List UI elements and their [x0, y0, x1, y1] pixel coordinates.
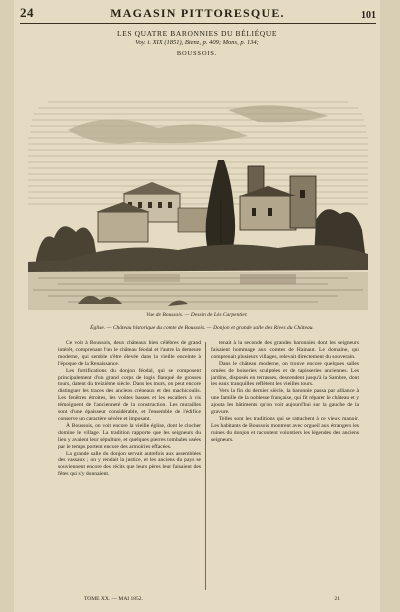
article-title: LES QUATRE BARONNIES DU BÉLIÉQUE	[116, 29, 278, 38]
engraving-legend: Église. — Château historique du comte de Boussois. — Donjon et grande salle des Rives du Château.	[90, 325, 314, 331]
text-column-left	[58, 340, 201, 592]
paragraph: Vers la fin du dernier siècle, la baronnie passa par alliance à une famille de la noblesse française, qui fit réparer le château et y ajouta les bâtiments qu'on voit aujourd'hui sur la gauche de la gravure.	[211, 388, 359, 416]
footer-volume: TOME XX. — MAI 1852.	[84, 596, 143, 602]
article-subtitle: BOUSSOIS.	[176, 50, 218, 57]
article-reference: Voy. t. XIX (1851), Bienz, p. 409; Mons, p. 134;	[135, 39, 259, 46]
paragraph: tenait à la seconde des grandes baronnies dont les seigneurs faisaient hommage aux comtes de Hainaut. Le domaine, qui comprenait plusieurs villages, relevait directement du souverain.	[211, 340, 359, 360]
paragraph: Dans le château moderne, on trouve encore quelques salles ornées de boiseries sculptées et de tapisseries anciennes. Les jardins, disposés en terrasses, descendent jusqu'à la Sambre, dont les eaux tranquilles reflètent les vieilles tours.	[211, 360, 359, 388]
castle-engraving	[28, 90, 368, 310]
paragraph: À Boussois, on voit encore la vieille église, dont le clocher domine le village. La tradition rapporte que les seigneurs du lieu y avaient leur sépulture, et quelques pierres tombales usées par le temps portent encore des armoiries effacées.	[58, 422, 201, 450]
engraving-caption: Vue de Boussois. — Dessin de Lès Carpentier.	[146, 312, 248, 318]
magazine-page	[14, 0, 380, 612]
page-number-left: 24	[20, 5, 34, 20]
page-footer	[84, 596, 340, 602]
column-divider	[205, 342, 206, 590]
footer-signature: 21	[334, 596, 340, 602]
page-number-right: 101	[360, 10, 376, 21]
paragraph: Les fortifications du donjon féodal, qui se composent principalement d'un grand corps de logis flanqué de grosses tours, datent du treizième siècle. Dans les murs, on peut encore distinguer les traces des anciens créneaux et des machicoulis. Les fenêtres étroites, les voûtes basses et les escaliers à vis témoignent de l'ancienneté de la construction. Les murailles sont d'une épaisseur considérable, et l'ensemble de l'édifice conserve un caractère sévère et imposant.	[58, 367, 201, 422]
paragraph: Ce voit à Boussois, deux châteaux bien célèbres de grand intérêt, comprenant l'un le château féodal et l'autre la demeure moderne, qui semble s'être élevée dans la vieille enceinte à l'époque de la Renaissance.	[58, 340, 201, 367]
page-header	[20, 6, 376, 24]
paragraph: Telles sont les traditions qui se rattachent à ce vieux manoir. Les habitants de Boussois montrent avec orgueil aux étrangers les ruines du donjon et racontent volontiers les légendes des anciens seigneurs.	[211, 415, 359, 443]
magazine-title: MAGASIN PITTORESQUE.	[110, 6, 285, 20]
paragraph: La grande salle du donjon servait autrefois aux assemblées des vassaux ; on y rendait la justice, et les anciens du pays se souviennent encore des récits que leurs pères leur faisaient des fêtes qui s'y donnaient.	[58, 450, 201, 478]
text-column-right	[211, 340, 359, 592]
